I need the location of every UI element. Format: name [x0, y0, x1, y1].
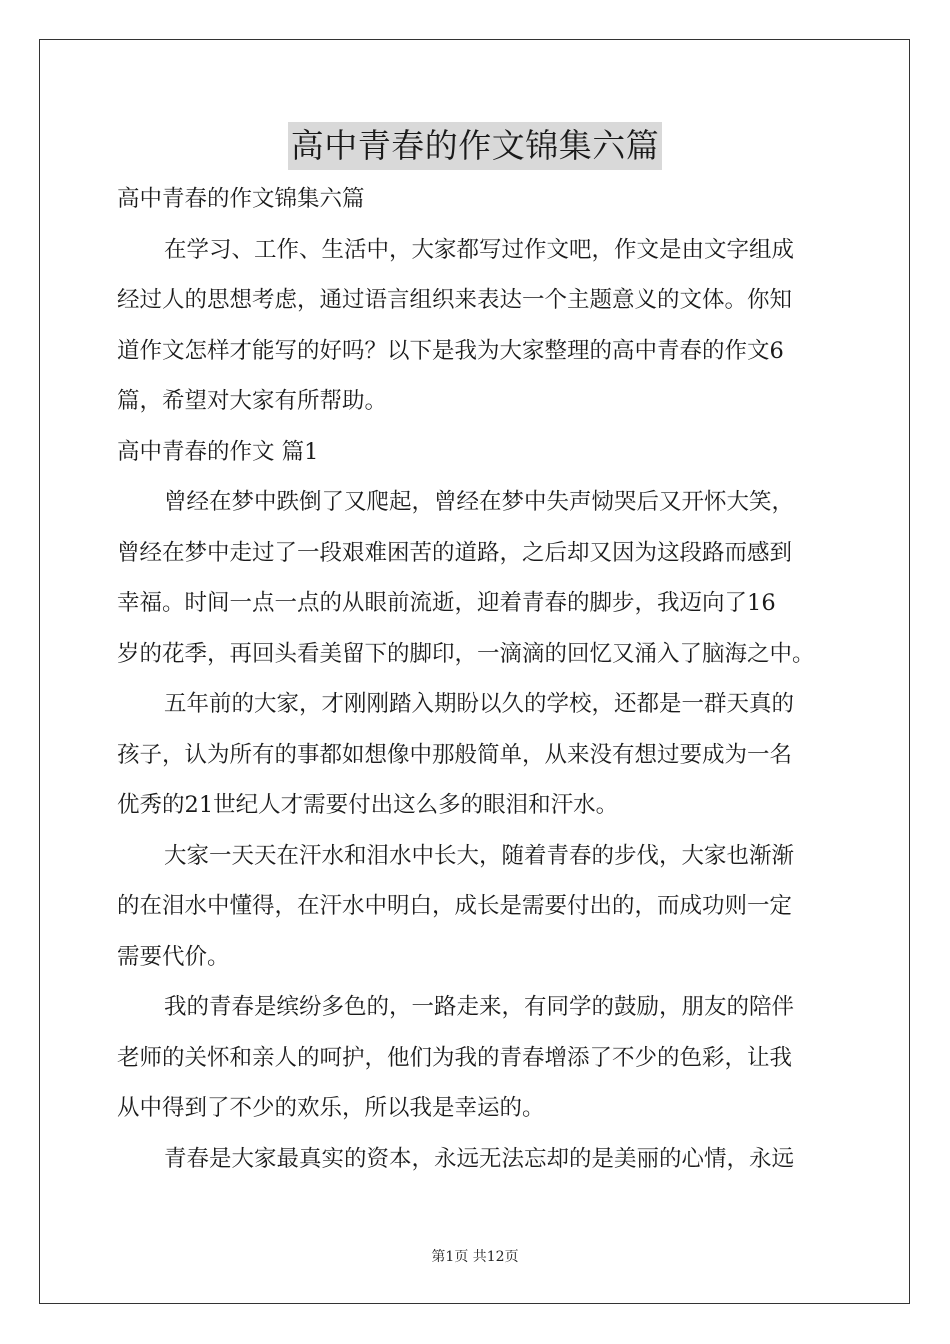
text-line: 高中青春的作文锦集六篇: [117, 186, 365, 212]
document-title: 高中青春的作文锦集六篇: [288, 122, 663, 170]
text-line: 道作文怎样才能写的好吗？以下是我为大家整理的高中青春的作文6: [117, 337, 784, 364]
text-line: 我的青春是缤纷多色的，一路走来，有同学的鼓励，朋友的陪伴: [164, 994, 795, 1020]
text-line: 优秀的21世纪人才需要付出这么多的眼泪和汗水。: [117, 792, 619, 818]
text-line: 高中青春的作文 篇1: [117, 438, 319, 465]
text-line: 老师的关怀和亲人的呵护，他们为我的青春增添了不少的色彩，让我: [117, 1044, 793, 1071]
text-line: 曾经在梦中跌倒了又爬起，曾经在梦中失声恸哭后又开怀大笑，: [164, 489, 795, 515]
text-line: 在学习、工作、生活中，大家都写过作文吧，作文是由文字组成: [164, 236, 795, 263]
text-line: 大家一天天在汗水和泪水中长大，随着青春的步伐，大家也渐渐: [164, 842, 795, 869]
document-body: [117, 174, 835, 1184]
page-footer: 第1页 共12页: [431, 1249, 519, 1265]
text-line: 经过人的思想考虑，通过语言组织来表达一个主题意义的文体。你知: [117, 287, 793, 313]
text-line: 五年前的大家，才刚刚踏入期盼以久的学校，还都是一群天真的: [164, 691, 795, 717]
text-line: 幸福。时间一点一点的从眼前流逝，迎着青春的脚步，我迈向了16: [117, 590, 776, 616]
title-container: [0, 122, 950, 170]
text-line: 篇，希望对大家有所帮助。: [117, 388, 388, 414]
text-line: 需要代价。: [117, 943, 230, 970]
text-line: 曾经在梦中走过了一段艰难困苦的道路，之后却又因为这段路而感到: [117, 539, 793, 566]
text-line: 的在泪水中懂得，在汗水中明白，成长是需要付出的，而成功则一定: [117, 893, 793, 919]
text-line: 青春是大家最真实的资本，永远无法忘却的是美丽的心情，永远: [164, 1145, 795, 1172]
text-line: 孩子，认为所有的事都如想像中那般简单，从来没有想过要成为一名: [117, 741, 793, 768]
text-line: 从中得到了不少的欢乐，所以我是幸运的。: [117, 1095, 545, 1121]
text-line: 岁的花季，再回头看美留下的脚印，一滴滴的回忆又涌入了脑海之中。: [117, 640, 815, 667]
